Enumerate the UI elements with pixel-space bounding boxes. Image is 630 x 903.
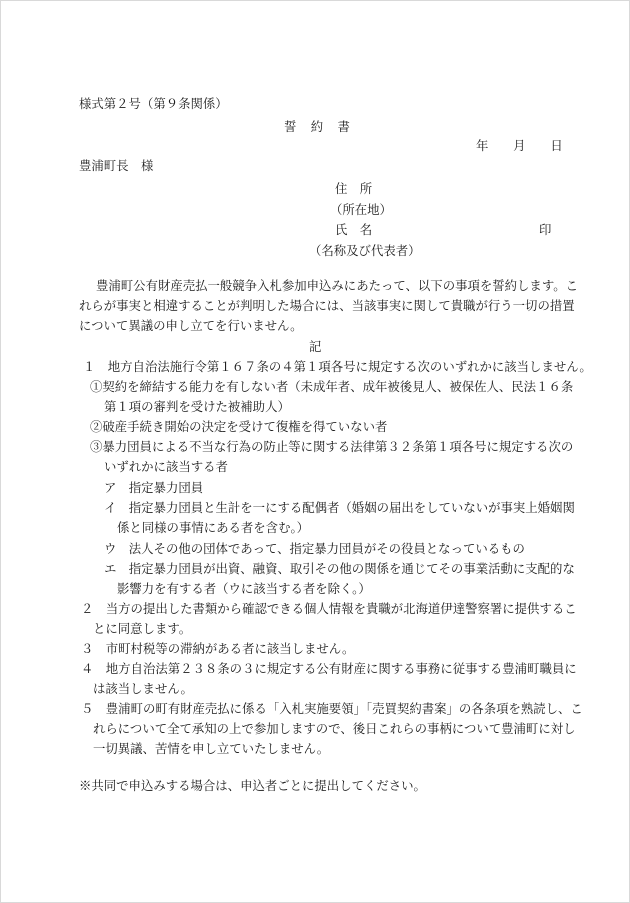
note: ※共同で申込みする場合は、申込者ごとに提出してください。 [79, 778, 426, 793]
seal-mark: 印 [539, 222, 552, 237]
sub-item-d-2: 影響力を有する者（ウに該当する者を除く。） [117, 581, 371, 596]
item-5a: ５ 豊浦町の町有財産売払に係る「入札実施要領」「売買契約書案」の各条項を熟読し、こ [81, 701, 583, 716]
location-label: （所在地） [330, 202, 392, 217]
item-1: １ 地方自治法施行令第１６７条の４第１項各号に規定する次のいずれかに該当しません。 [83, 359, 592, 374]
sub-item-b-1: イ 指定暴力団員と生計を一にする配偶者（婚姻の届出をしていないが事実上婚姻関 [104, 500, 575, 515]
item-1-1a: ①契約を締結する能力を有しない者（未成年者、成年被後見人、被保佐人、民法１６条 [90, 379, 574, 394]
item-1-3a: ③暴力団員による不当な行為の防止等に関する法律第３２条第１項各号に規定する次の [90, 439, 574, 454]
intro-line-1: 豊浦町公有財産売払一般競争入札参加申込みにあたって、以下の事項を誓約します。こ [96, 278, 578, 293]
intro-line-2: れらが事実と相違することが判明した場合には、当該事実に関して貴職が行う一切の措置 [79, 298, 575, 313]
intro-line-3: について異議の申し立てを行いません。 [79, 318, 303, 333]
address-label: 住 所 [335, 181, 373, 196]
date-line: 年 月 日 [476, 138, 563, 153]
ki-heading: 記 [309, 339, 322, 354]
form-number: 様式第２号（第９条関係） [79, 96, 228, 111]
item-2a: ２ 当方の提出した書類から確認できる個人情報を貴職が北海道伊達警察署に提供するこ [81, 601, 577, 616]
sub-item-a: ア 指定暴力団員 [104, 480, 204, 495]
item-2b: とに同意します。 [93, 621, 192, 636]
representative-label: （名称及び代表者） [309, 243, 421, 258]
item-4b: は該当しません。 [93, 681, 193, 696]
item-5c: 一切異議、苦情を申し立ていたしません。 [93, 741, 330, 756]
name-label: 氏 名 [335, 222, 373, 237]
item-5b: れらについて全て承知の上で参加しますので、後日これらの事柄について豊浦町に対し [93, 721, 576, 736]
item-1-1b: 第１項の審判を受けた被補助人） [104, 399, 290, 414]
document-title: 誓 約 書 [284, 119, 351, 134]
sub-item-b-2: 係と同様の事情にある者を含む。） [117, 520, 310, 535]
item-1-2: ②破産手続き開始の決定を受けて復権を得ていない者 [90, 419, 388, 434]
item-3: ３ 市町村税等の滞納がある者に該当しません。 [81, 641, 355, 656]
item-1-3b: いずれかに該当する者 [104, 459, 228, 474]
addressee: 豊浦町長 様 [79, 158, 154, 173]
item-4a: ４ 地方自治法第２３８条の３に規定する公有財産に関する事務に従事する豊浦町職員に [81, 661, 577, 676]
sub-item-d-1: エ 指定暴力団員が出資、融資、取引その他の関係を通じてその事業活動に支配的な [104, 561, 575, 576]
sub-item-c: ウ 法人その他の団体であって、指定暴力団員がその役員となっているもの [104, 541, 525, 556]
